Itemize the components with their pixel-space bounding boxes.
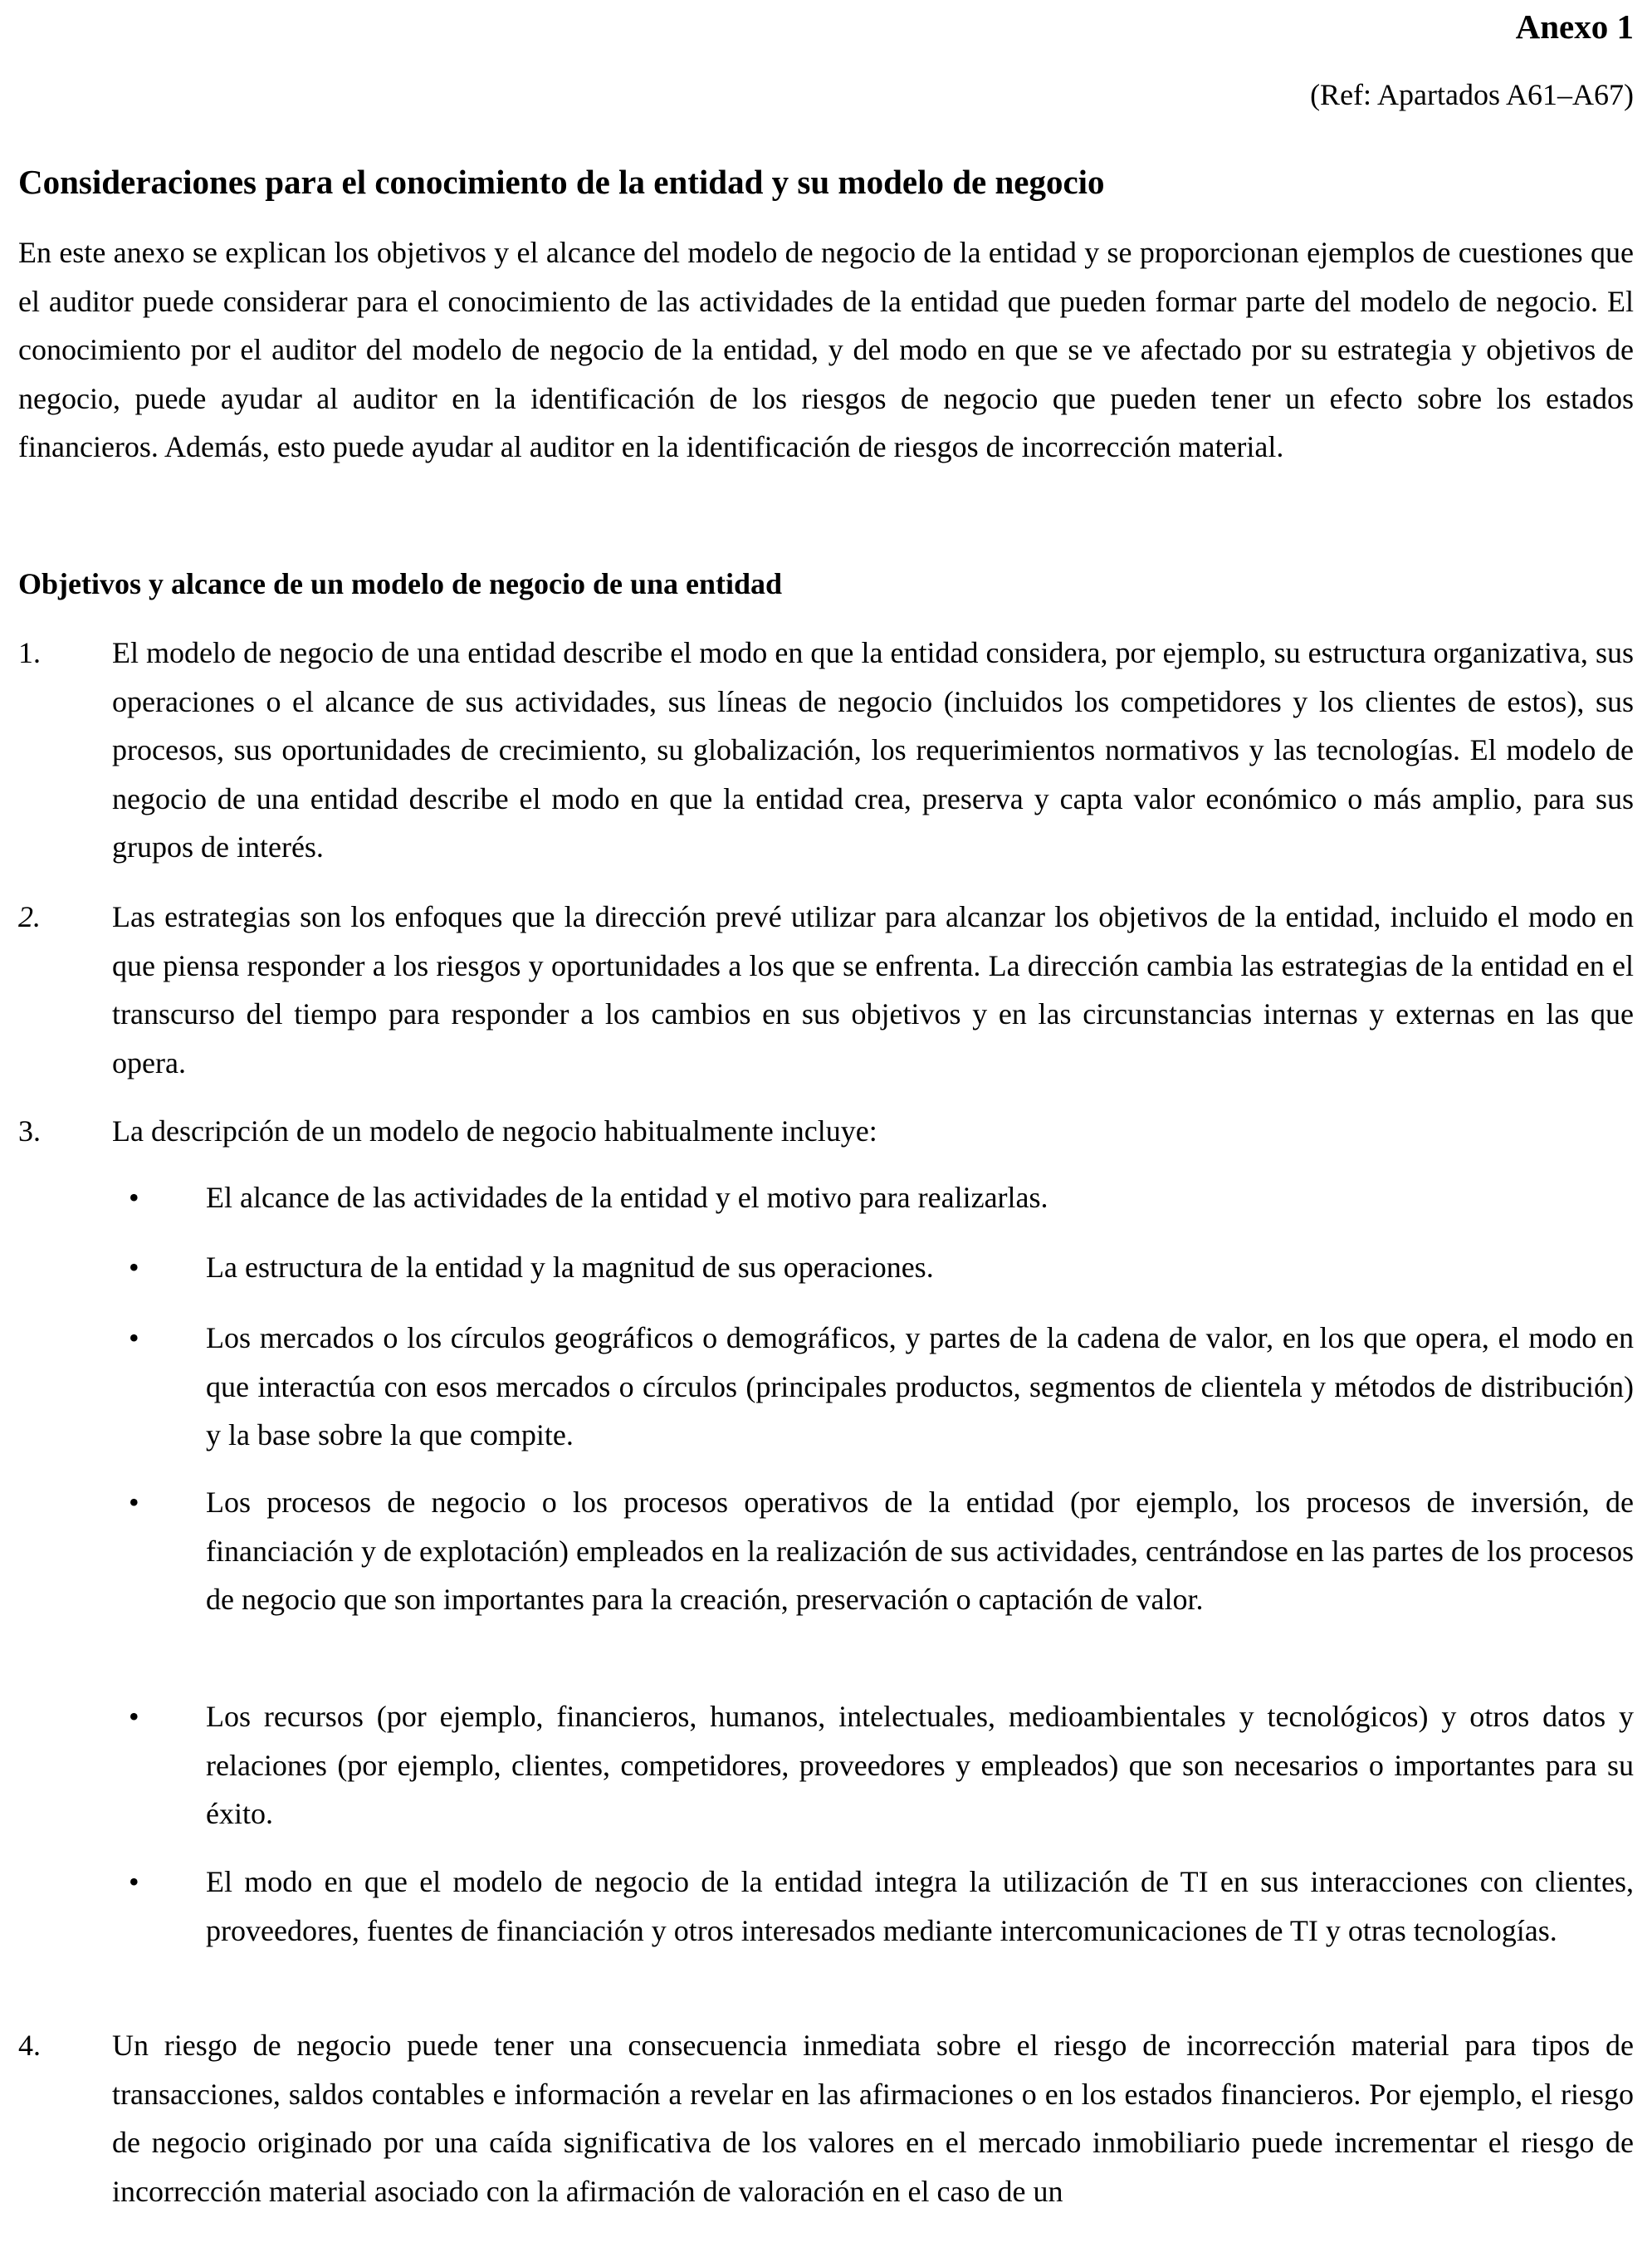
section-heading: Objetivos y alcance de un modelo de negocio de una entidad — [18, 567, 783, 600]
paragraph-text: Las estrategias son los enfoques que la dirección prevé utilizar para alcanzar los objetivos de la entidad, incluido el modo en que piensa responder a los riesgos y oportunidades a los que se enfrenta. La dirección cambia las estrategias de la entidad en el transcurso del tiempo para responder a los cambios en sus objetivos y en las circunstancias internas y externas en las que opera. — [112, 900, 1634, 1079]
main-heading: Consideraciones para el conocimiento de la entidad y su modelo de negocio — [18, 163, 1105, 201]
numbered-paragraph-2 — [18, 893, 1634, 1087]
bullet-item — [112, 1692, 1634, 1838]
intro-paragraph: En este anexo se explican los objetivos y el alcance del modelo de negocio de la entidad y se proporcionan ejemplos de cuestiones que el auditor puede considerar para el conocimiento de las actividades de la entidad que pueden formar parte del modelo de negocio. El conocimiento por el auditor del modelo de negocio de la entidad, y del modo en que se ve afectado por su estrategia y objetivos de negocio, puede ayudar al auditor en la identificación de los riesgos de negocio que pueden tener un efecto sobre los estados financieros. Además, esto puede ayudar al auditor en la identificación de riesgos de incorrección material. — [18, 236, 1634, 463]
bullet-text: Los recursos (por ejemplo, financieros, humanos, intelectuales, medioambientales y tecnológicos) y otros datos y relaciones (por ejemplo, clientes, competidores, proveedores y empleados) que son necesarios o importantes para su éxito. — [206, 1700, 1634, 1830]
paragraph-text: El modelo de negocio de una entidad describe el modo en que la entidad considera, por ejemplo, su estructura organizativa, sus operaciones o el alcance de sus actividades, sus líneas de negocio (incluidos los competidores y los clientes de estos), sus procesos, sus oportunidades de crecimiento, su globalización, los requerimientos normativos y las tecnologías. El modelo de negocio de una entidad describe el modo en que la entidad crea, preserva y capta valor económico o más amplio, para sus grupos de interés. — [112, 636, 1634, 864]
bullet-text: El alcance de las actividades de la entidad y el motivo para realizarlas. — [206, 1181, 1048, 1214]
paragraph-number: 2. — [18, 900, 41, 933]
paragraph-text: Un riesgo de negocio puede tener una consecuencia inmediata sobre el riesgo de incorrección material para tipos de transacciones, saldos contables e información a revelar en las afirmaciones o en los estados financieros. Por ejemplo, el riesgo de negocio originado por una caída significativa de los valores en el mercado inmobiliario puede incrementar el riesgo de incorrección material asociado con la afirmación de valoración en el caso de un — [112, 2029, 1634, 2208]
numbered-paragraph-4 — [18, 2021, 1634, 2215]
numbered-paragraph-1 — [18, 629, 1634, 872]
bullet-icon: • — [129, 1251, 139, 1284]
bullet-item — [112, 1314, 1634, 1460]
bullet-icon: • — [129, 1700, 139, 1733]
annex-title: Anexo 1 — [1515, 7, 1634, 46]
bullet-icon: • — [129, 1321, 139, 1354]
bullet-item — [112, 1173, 1634, 1222]
bullet-text: El modo en que el modelo de negocio de la entidad integra la utilización de TI en sus interacciones con clientes, proveedores, fuentes de financiación y otros interesados mediante intercomunicaciones de TI y otras tecnologías. — [206, 1865, 1634, 1947]
bullet-icon: • — [129, 1181, 139, 1214]
bullet-item — [112, 1243, 1634, 1292]
paragraph-text: La descripción de un modelo de negocio habitualmente incluye: — [112, 1114, 877, 1148]
paragraph-number: 4. — [18, 2029, 41, 2062]
bullet-icon: • — [129, 1865, 139, 1898]
paragraph-number: 1. — [18, 636, 41, 669]
numbered-paragraph-3 — [18, 1107, 1634, 1156]
bullet-icon: • — [129, 1486, 139, 1519]
bullet-item — [112, 1858, 1634, 1955]
bullet-text: Los procesos de negocio o los procesos operativos de la entidad (por ejemplo, los procesos de inversión, de financiación y de explotación) empleados en la realización de sus actividades, centrándose en las partes de los procesos de negocio que son importantes para la creación, preservación o captación de valor. — [206, 1486, 1634, 1616]
bullet-item — [112, 1478, 1634, 1624]
bullet-text: Los mercados o los círculos geográficos o demográficos, y partes de la cadena de valor, en los que opera, el modo en que interactúa con esos mercados o círculos (principales productos, segmentos de clientela y métodos de distribución) y la base sobre la que compite. — [206, 1321, 1634, 1451]
annex-reference: (Ref: Apartados A61–A67) — [1310, 78, 1634, 111]
bullet-text: La estructura de la entidad y la magnitud de sus operaciones. — [206, 1251, 934, 1284]
paragraph-number: 3. — [18, 1114, 41, 1148]
